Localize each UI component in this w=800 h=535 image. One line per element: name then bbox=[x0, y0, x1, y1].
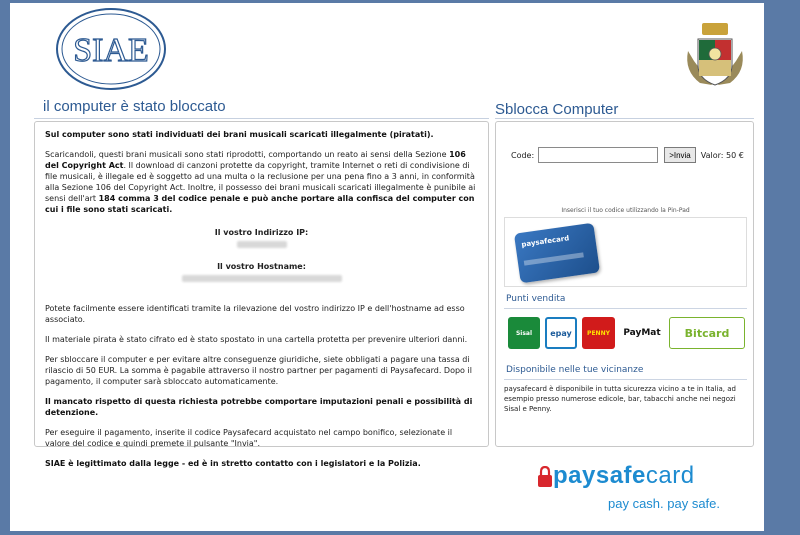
locked-title: il computer è stato bloccato bbox=[43, 98, 226, 115]
pinpad-area[interactable] bbox=[504, 217, 747, 287]
paysafecard-card-image bbox=[514, 223, 600, 284]
epay-logo: epay bbox=[545, 317, 577, 349]
notice-paragraph-2: Potete facilmente essere identificati tramite la rilevazione del vostro indirizzo IP e dell'hostname ad esso associato. bbox=[45, 304, 465, 324]
code-input[interactable] bbox=[538, 147, 658, 163]
siae-logo bbox=[55, 7, 167, 91]
notice-paragraph-3: Il materiale pirata è stato cifrato ed è stato spostato in una cartella protetta per prevenire ulteriori danni. bbox=[45, 335, 468, 344]
title-divider bbox=[495, 118, 754, 119]
notice-lead: Sul computer sono stati individuati dei brani musicali scaricati illegalmente (piratati). bbox=[45, 130, 434, 139]
bitcard-logo: Bitcard bbox=[669, 317, 745, 349]
vendor-logos bbox=[508, 317, 745, 349]
paysafecard-slogan: pay cash. pay safe. bbox=[608, 496, 721, 511]
penny-logo: PENNY bbox=[582, 317, 615, 349]
paymat-logo: PayMat bbox=[620, 317, 664, 349]
main-page bbox=[10, 3, 764, 531]
submit-button[interactable]: >Invia bbox=[664, 147, 696, 163]
vendors-heading: Punti vendita bbox=[506, 294, 566, 304]
hostname-label: Il vostro Hostname: bbox=[217, 262, 306, 271]
hostname-value-redacted bbox=[182, 275, 342, 282]
notice-paragraph-5: Il mancato rispetto di questa richiesta potrebbe comportare imputazioni penali e possibilità di detenzione. bbox=[45, 397, 473, 417]
title-divider bbox=[34, 118, 489, 119]
value-label: Valor: 50 € bbox=[700, 150, 744, 160]
sisal-logo: Sisal bbox=[508, 317, 540, 349]
notice-paragraph-6: Per eseguire il pagamento, inserite il codice Paysafecard acquistato nel campo bonifico, selezionate il valore del codice e quindi premete il pulsante "Invia". bbox=[45, 428, 453, 448]
notice-paragraph-4: Per sbloccare il computer e per evitare altre conseguenze giuridiche, siete obbligati a pagare una tassa di rilascio di 50 EUR. La somma è pagabile attraverso il nostro partner per pagamenti di Paysafecard. Dopo il pagamento, il computer sarà sbloccato automaticamente. bbox=[45, 355, 472, 386]
nearby-text: paysafecard è disponibile in tutta sicurezza vicino a te in Italia, ad esempio presso numerose edicole, bar, tabacchi anche nei negozi Sisal e Penny. bbox=[504, 385, 736, 413]
paysafecard-wordmark: paysafecard bbox=[553, 462, 695, 489]
lock-icon bbox=[538, 466, 552, 488]
notice-panel bbox=[34, 121, 489, 468]
paysafecard-logo bbox=[525, 458, 725, 518]
nearby-heading: Disponibile nelle tue vicinanze bbox=[506, 365, 644, 375]
ip-label: Il vostro Indirizzo IP: bbox=[214, 228, 309, 237]
siae-logo-text: SIAE bbox=[73, 32, 149, 69]
card-label: paysafecard bbox=[520, 234, 570, 249]
unlock-panel bbox=[495, 121, 754, 447]
code-label: Code: bbox=[511, 150, 535, 160]
notice-paragraph-1: Scaricandoli, questi brani musicali sono stati riprodotti, comportando un reato ai sensi della Sezione 106 del Copyright Act. Il download di canzoni protette da copyright, tramite Internet o reti di condivisione di file musicali, è illegale ed è soggetto ad una multa o la reclusione per una pena fino a 3 anni, in conformità alla Sezione 106 del Copyright Act. Inoltre, il possesso dei brani musicali scaricati illegalmente è punibile ai sensi dell'art 184 comma 3 del codice penale e può anche portare alla confisca del computer con cui i file sono stati scaricati. bbox=[45, 150, 476, 214]
crest-icon bbox=[682, 21, 748, 91]
pinpad-hint: Inserisci il tuo codice utilizzando la Pin-Pad bbox=[561, 207, 690, 214]
ip-value-redacted bbox=[237, 241, 287, 248]
code-row bbox=[511, 147, 744, 163]
unlock-title: Sblocca Computer bbox=[495, 101, 619, 118]
notice-paragraph-7: SIAE è legittimato dalla legge - ed è in stretto contatto con i legislatori e la Polizia. bbox=[45, 459, 421, 468]
